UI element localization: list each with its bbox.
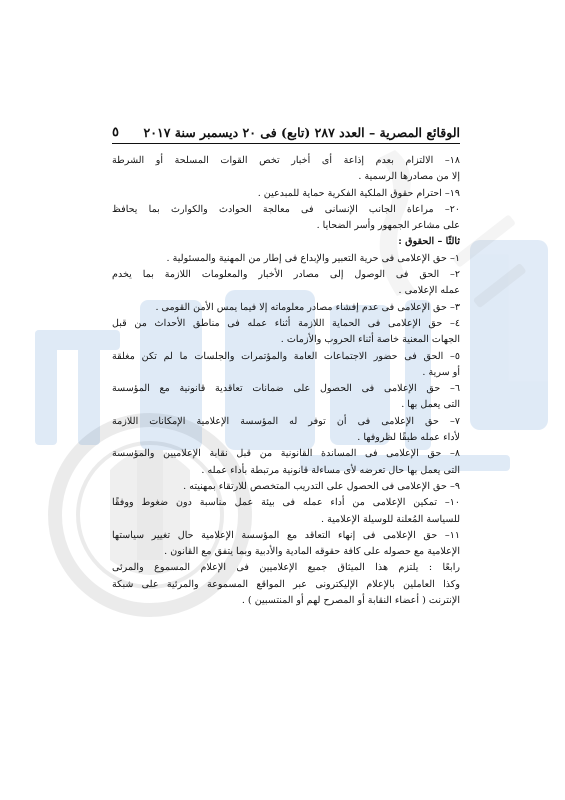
text-line: ٢٠– مراعاة الجانب الإنسانى فى معالجة الحوادث والكوارث بما يحافظ — [112, 203, 460, 215]
document-body — [112, 153, 460, 609]
text-line: ١– حق الإعلامى فى حرية التعبير والإبداع فى إطار من المهنية والمسئولية . — [166, 252, 460, 264]
text-line: ١١– حق الإعلامى فى إنهاء التعاقد مع المؤسسة الإعلامية حال تغيير سياستها — [112, 529, 460, 541]
text-line: الإنترنت ( أعضاء النقابة أو المصرح لهم أو المنتسبين ) . — [241, 595, 460, 607]
text-line: ١٠– تمكين الإعلامى من أداء عمله فى بيئة عمل مناسبة دون ضغوط ووفقًا — [112, 497, 460, 509]
text-line: التى يعمل بها حال تعرضه لأى مساءلة قانونية مرتبطة بأداء عمله . — [201, 464, 460, 476]
text-line: ٥– الحق فى حضور الاجتماعات العامة والمؤتمرات والجلسات ما لم تكن مغلقة — [112, 350, 460, 362]
text-line: عمله الإعلامى . — [398, 285, 460, 297]
text-line: ٣– حق الإعلامى فى عدم إفشاء مصادر معلوماته إلا فيما يمس الأمن القومى . — [155, 301, 460, 313]
text-line: أو سرية . — [422, 366, 460, 378]
text-line: إلا من مصادرها الرسمية . — [358, 171, 460, 183]
text-line: لأداء عمله طبقًا لظروفها . — [357, 432, 460, 444]
text-line: الإعلامية مع حصوله على كافة حقوقه المادية والأدبية وبما يتفق مع القانون . — [164, 546, 460, 558]
text-line: ٢– الحق فى الوصول إلى مصادر الأخبار والمعلومات اللازمة بما يخدم — [112, 269, 460, 281]
text-line: التى يعمل بها . — [401, 399, 460, 411]
page-number: ٥ — [112, 125, 119, 140]
text-line: ١٨– الالتزام بعدم إذاعة أى أخبار تخص القوات المسلحة أو الشرطة — [112, 155, 460, 166]
page-header — [112, 122, 460, 144]
text-line: الجهات المعنية خاصة أثناء الحروب والأزمات . — [280, 334, 460, 346]
text-line: ٦– حق الإعلامى فى الحصول على ضمانات تعاقدية قانونية مع المؤسسة — [112, 383, 460, 395]
section-heading: ثالثًا – الحقوق : — [398, 236, 460, 248]
text-line: ٨– حق الإعلامى فى المساندة القانونية من قبل نقابة الإعلاميين والمؤسسة — [112, 448, 460, 460]
text-line: على مشاعر الجمهور وأسر الضحايا . — [316, 220, 460, 232]
text-line: ٩– حق الإعلامى فى الحصول على التدريب المتخصص للارتقاء بمهنيته . — [183, 480, 460, 492]
text-line: ٤– حق الإعلامى فى الحماية اللازمة أثناء عمله فى مناطق الأحداث من قبل — [112, 317, 460, 329]
document-page — [112, 122, 460, 609]
text-line: ٧– حق الإعلامى فى أن توفر له المؤسسة الإعلامية الإمكانات اللازمة — [112, 415, 460, 427]
publication-title: الوقائع المصرية – العدد ٢٨٧ (تابع) فى ٢٠ ديسمبر سنة ٢٠١٧ — [143, 125, 460, 140]
text-line: وكذا العاملين بالإعلام الإليكترونى عبر المواقع المسموعة والمرئية على شبكة — [112, 578, 460, 590]
text-line: رابعًا : يلتزم هذا الميثاق جميع الإعلاميين فى الإعلام المسموع والمرئى — [112, 562, 460, 574]
text-line: للسياسة المُعلنة للوسيلة الإعلامية . — [321, 513, 460, 525]
text-line: ١٩– احترام حقوق الملكية الفكرية حماية للمبدعين . — [257, 187, 460, 199]
